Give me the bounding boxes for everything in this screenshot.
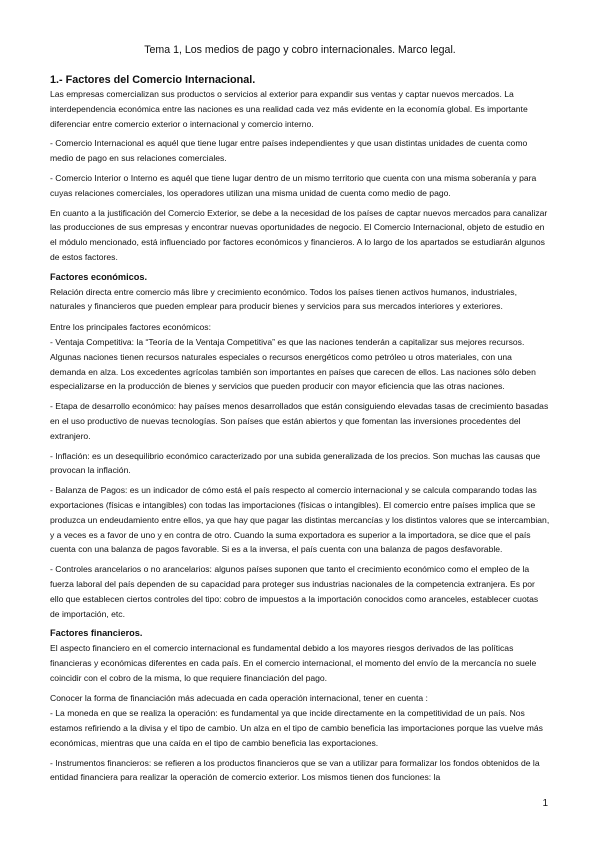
list-item-controles: - Controles arancelarios o no arancelarios: algunos países suponen que tanto el crecimiento económico como el empleo de la fuerza laboral del país dependen de su capacidad para proteger sus industrias nacionales de la competencia extranjera. Es por ello que establecen ciertos controles del tipo: cobro de impuestos a la importación conocidos como aranceles, establecer cuotas de importación, etc. — [50, 564, 539, 619]
subheading-factores-economicos: Factores económicos. — [50, 271, 148, 282]
section-heading: 1.- Factores del Comercio Internacional. — [50, 74, 256, 86]
subheading-factores-financieros: Factores financieros. — [50, 628, 143, 639]
paragraph-comercio-interior: - Comercio Interior o Interno es aquél que tiene lugar dentro de un mismo territorio que cuenta con una misma soberanía y para cuyas relaciones comerciales, los operadores utilizan una misma unidad de cuenta como medio de pago. — [50, 172, 537, 198]
paragraph-justificacion: En cuanto a la justificación del Comercio Exterior, se debe a la necesidad de los países de captar nuevos mercados para canalizar las producciones de sus empresas y encontrar nuevas oportunidades de negocio. El Comercio Internacional, objeto de estudio en el módulo mencionado, está influenciado por factores económicos y financieros. A lo largo de los apartados se estudiarán algunos de estos factores. — [50, 207, 548, 262]
list-item-moneda: - La moneda en que se realiza la operación: es fundamental ya que incide directamente en la competitividad de un país. Nos estamos refiriendo a la divisa y el tipo de cambio. Un alza en el tipo de cambio beneficia las importaciones porque las vuelve más económicas, mientras que una caída en el tipo de cambio beneficia las exportaciones. — [50, 708, 543, 748]
paragraph-intro: Las empresas comercializan sus productos o servicios al exterior para expandir sus ventas y captar nuevos mercados. La interdependencia económica entre las naciones es una realidad cada vez más evidente en la economía global. Es importante diferenciar entre comercio exterior o internacional y comercio interno. — [50, 89, 528, 129]
list-item-instrumentos: - Instrumentos financieros: se refieren a los productos financieros que se van a utilizar para formalizar los fondos obtenidos de la entidad financiera para realizar la operación de comercio exterior. Los mismos tienen dos funciones: la — [50, 757, 540, 783]
paragraph-fin-intro: El aspecto financiero en el comercio internacional es fundamental debido a los mayores riesgos derivados de las políticas financieras y económicas diferentes en cada país. En el comercio internacional, el momento del envío de la mercancía no suele coincidir con el cobro de la misma, lo que requiere financiación del pago. — [50, 643, 537, 683]
document-title: Tema 1, Los medios de pago y cobro internacionales. Marco legal. — [144, 44, 456, 56]
fin-block — [50, 626, 550, 685]
list-item-etapa: - Etapa de desarrollo económico: hay países menos desarrollados que están consiguiendo elevadas tasas de crecimiento basadas en el uso productivo de nuevas tecnologías. Son países que están abiertos y que fomentan las inversiones procedentes del extranjero. — [50, 401, 549, 441]
list-item-balanza: - Balanza de Pagos: es un indicador de cómo está el país respecto al comercio internacional y se calcula comparando todas las exportaciones (físicas e intangibles) con todas las importaciones (físicas o intangibles). El comercio entre países implica que se produzca un endeudamiento entre ellos, ya que hay que pagar las distintas mercancías y los distintos valores que se intercambian, y a veces es a favor de uno y en contra de otro. Cuando la suma exportadora es superior a la importadora, se dice que el país cuenta con una balanza de pagos favorable. Si es a la inversa, el país cuenta con una balanza de pagos desfavorable. — [50, 485, 550, 555]
econ-block — [50, 270, 550, 314]
paragraph-comercio-internacional: - Comercio Internacional es aquél que tiene lugar entre países independientes y que usan distintas unidades de cuenta como medio de pago en sus relaciones comerciales. — [50, 138, 528, 164]
paragraph-fin-list-intro: Conocer la forma de financiación más adecuada en cada operación internacional, tener en cuenta : — [50, 693, 428, 704]
page-number: 1 — [542, 798, 548, 809]
list-item-ventaja: - Ventaja Competitiva: la “Teoría de la Ventaja Competitiva” es que las naciones tenderán a capitalizar sus mejores recursos. Algunas naciones tienen recursos naturales especiales o recursos energéticos como petróleo u otros materiales, con una demanda en alza. Los excedentes agrícolas también son importantes en países que carecen de ellos. Las naciones sólo deben especializarse en la producción de bienes y servicios que pueden producir con mayor eficiencia que las otras naciones. — [50, 336, 536, 392]
list-item-inflacion: - Inflación: es un desequilibrio económico caracterizado por una subida generalizada de los precios. Son muchas las causas que provocan la inflación. — [50, 450, 541, 476]
paragraph-econ-list-intro: Entre los principales factores económicos: — [50, 322, 211, 333]
paragraph-econ-intro: Relación directa entre comercio más libre y crecimiento económico. Todos los países tienen activos humanos, industriales, naturales y financieros que pueden emplear para producir bienes y servicios para sus mercados interiores y exteriores. — [50, 286, 517, 312]
document-page — [50, 44, 550, 790]
